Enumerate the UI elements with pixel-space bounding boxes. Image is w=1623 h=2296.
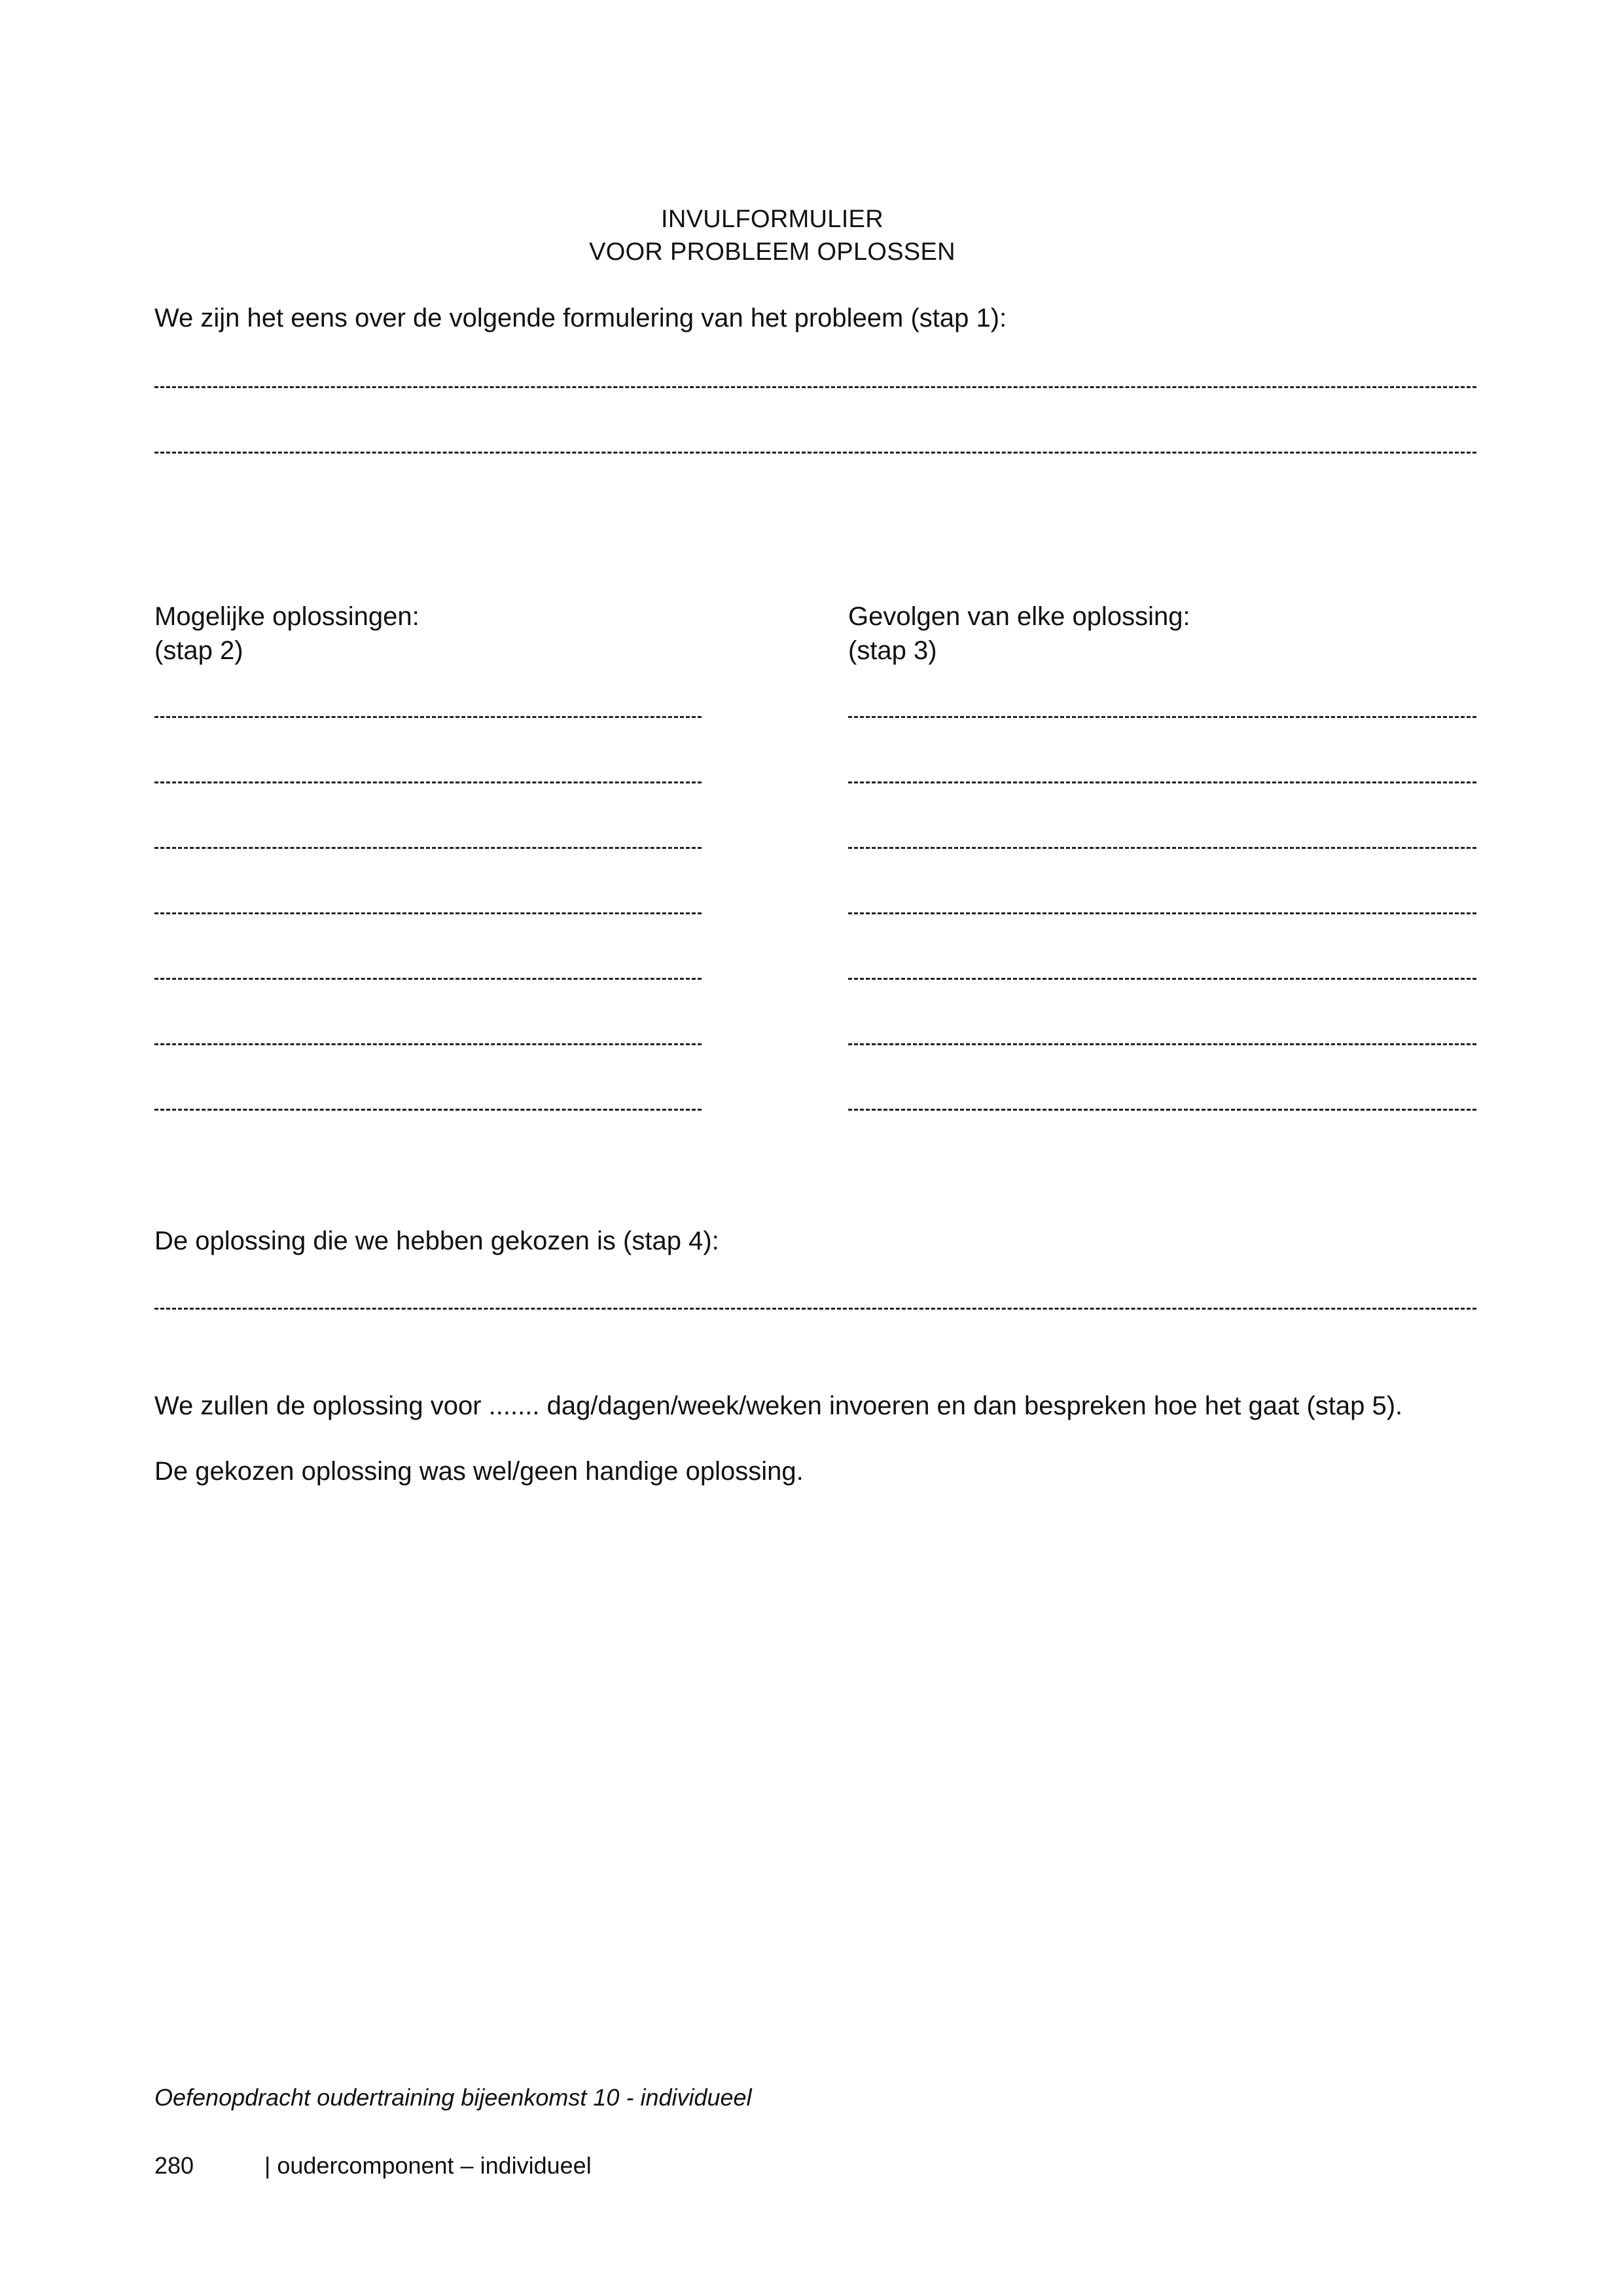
exercise-caption: Oefenopdracht oudertraining bijeenkomst 10 - individueel xyxy=(154,2084,752,2111)
solution-line[interactable] xyxy=(154,716,702,718)
step3-sublabel: (stap 3) xyxy=(848,636,937,665)
step1-label: We zijn het eens over de volgende formulering van het probleem (stap 1): xyxy=(154,304,1007,332)
step1-answer-line-1[interactable] xyxy=(154,386,1476,388)
solution-line[interactable] xyxy=(154,912,702,914)
consequence-line[interactable] xyxy=(848,1109,1476,1111)
step3-label: Gevolgen van elke oplossing: xyxy=(848,602,1190,631)
form-title: INVULFORMULIER xyxy=(661,206,883,233)
step4-label: De oplossing die we hebben gekozen is (stap 4): xyxy=(154,1227,719,1255)
solution-line[interactable] xyxy=(154,978,702,980)
step2-label: Mogelijke oplossingen: xyxy=(154,602,419,631)
form-subtitle: VOOR PROBLEEM OPLOSSEN xyxy=(589,238,955,266)
solution-line[interactable] xyxy=(154,1043,702,1045)
page-number: 280 xyxy=(154,2152,194,2179)
consequence-line[interactable] xyxy=(848,1043,1476,1045)
step2-sublabel: (stap 2) xyxy=(154,636,243,665)
consequence-line[interactable] xyxy=(848,781,1476,783)
solution-line[interactable] xyxy=(154,1109,702,1111)
consequence-line[interactable] xyxy=(848,978,1476,980)
consequence-line[interactable] xyxy=(848,912,1476,914)
solution-line[interactable] xyxy=(154,781,702,783)
section-label: | oudercomponent – individueel xyxy=(264,2152,592,2179)
solution-line[interactable] xyxy=(154,847,702,849)
step4-answer-line[interactable] xyxy=(154,1308,1476,1310)
consequence-line[interactable] xyxy=(848,847,1476,849)
step1-answer-line-2[interactable] xyxy=(154,452,1476,454)
consequence-line[interactable] xyxy=(848,716,1476,718)
step5-label: We zullen de oplossing voor ....... dag/dagen/week/weken invoeren en dan bespreken hoe het gaat (stap 5). xyxy=(154,1391,1403,1420)
evaluation-label: De gekozen oplossing was wel/geen handige oplossing. xyxy=(154,1457,804,1486)
